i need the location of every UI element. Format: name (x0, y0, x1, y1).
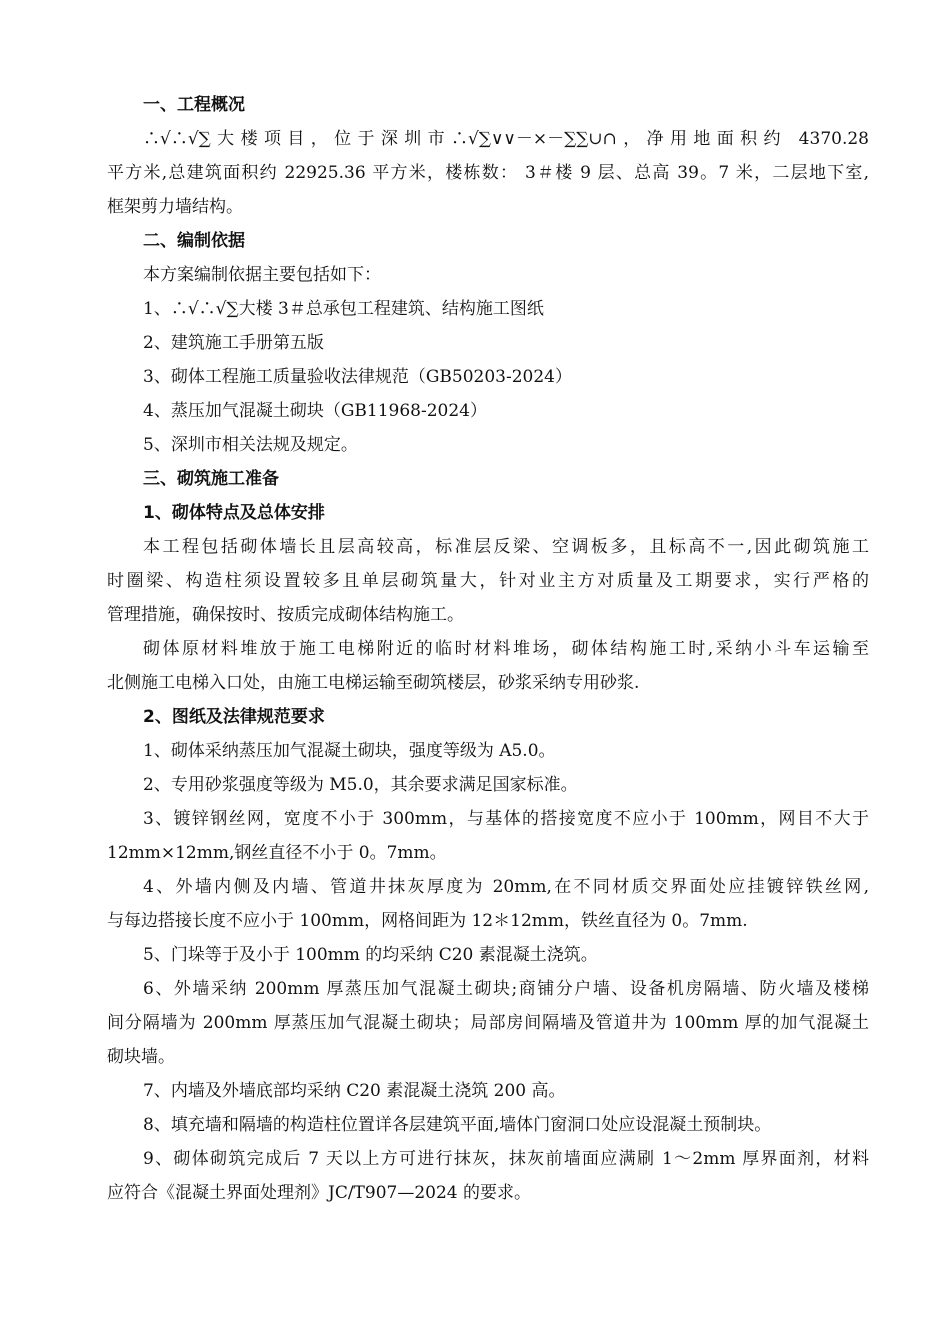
section-heading: 2、图纸及法律规范要求 (143, 707, 325, 727)
text-line: 与每边搭接长度不应小于 100mm，网格间距为 12＊12mm，铁丝直径为 0。7mm. (107, 911, 748, 931)
text-line: 砌体原材料堆放于施工电梯附近的临时材料堆场，砌体结构施工时,采纳小斗车运输至 (143, 639, 869, 659)
text-line: 2、建筑施工手册第五版 (143, 333, 324, 353)
document-body (107, 88, 869, 1210)
text-line: 间分隔墙为 200mm 厚蒸压加气混凝土砌块；局部房间隔墙及管道井为 100mm 厚的加气混凝土 (107, 1013, 869, 1033)
text-line: 管理措施，确保按时、按质完成砌体结构施工。 (107, 605, 464, 625)
text-line: 本方案编制依据主要包括如下： (143, 265, 381, 285)
text-line: 12mm×12mm,钢丝直径不小于 0。7mm。 (107, 843, 447, 863)
section-heading: 二、编制依据 (143, 231, 245, 251)
text-line: 2、专用砂浆强度等级为 M5.0，其余要求满足国家标准。 (143, 775, 578, 795)
text-line: 时圈梁、构造柱须设置较多且单层砌筑量大，针对业主方对质量及工期要求，实行严格的 (107, 571, 869, 591)
text-line: 4、蒸压加气混凝土砌块（GB11968-2024） (143, 401, 487, 421)
text-line: 3、砌体工程施工质量验收法律规范（GB50203-2024） (143, 367, 572, 387)
text-line: 框架剪力墙结构。 (107, 197, 243, 217)
text-line: 1、∴√∴√∑大楼 3＃总承包工程建筑、结构施工图纸 (143, 299, 544, 319)
text-line: 5、深圳市相关法规及规定。 (143, 435, 358, 455)
text-line: 砌块墙。 (107, 1047, 175, 1067)
text-line: 北侧施工电梯入口处，由施工电梯运输至砌筑楼层，砂浆采纳专用砂浆. (107, 673, 640, 693)
text-line: ∴√∴√∑大楼项目，位于深圳市∴√∑∨∨－×－∑∑∪∩，净用地面积约 4370.28 (143, 129, 869, 149)
text-line: 平方米,总建筑面积约 22925.36 平方米，楼栋数： 3＃楼 9 层、总高 39。7 米，二层地下室, (107, 163, 869, 183)
text-line: 3、镀锌钢丝网，宽度不小于 300mm，与基体的搭接宽度不应小于 100mm，网目不大于 (143, 809, 869, 829)
text-line: 6、外墙采纳 200mm 厚蒸压加气混凝土砌块;商铺分户墙、设备机房隔墙、防火墙及楼梯 (143, 979, 869, 999)
text-line: 9、砌体砌筑完成后 7 天以上方可进行抹灰，抹灰前墙面应满刷 1～2mm 厚界面剂，材料 (143, 1149, 869, 1169)
section-heading: 一、工程概况 (143, 95, 245, 115)
text-line: 1、砌体采纳蒸压加气混凝土砌块，强度等级为 A5.0。 (143, 741, 556, 761)
text-line: 7、内墙及外墙底部均采纳 C20 素混凝土浇筑 200 高。 (143, 1081, 566, 1101)
section-heading: 1、砌体特点及总体安排 (143, 503, 325, 523)
text-line: 5、门垛等于及小于 100mm 的均采纳 C20 素混凝土浇筑。 (143, 945, 598, 965)
text-line: 4、外墙内侧及内墙、管道井抹灰厚度为 20mm,在不同材质交界面处应挂镀锌铁丝网, (143, 877, 869, 897)
section-heading: 三、砌筑施工准备 (143, 469, 279, 489)
text-line: 应符合《混凝土界面处理剂》JC/T907—2024 的要求。 (107, 1183, 532, 1203)
text-line: 8、填充墙和隔墙的构造柱位置详各层建筑平面,墙体门窗洞口处应设混凝土预制块。 (143, 1115, 772, 1135)
text-line: 本工程包括砌体墙长且层高较高，标准层反梁、空调板多，且标高不一,因此砌筑施工 (143, 537, 869, 557)
